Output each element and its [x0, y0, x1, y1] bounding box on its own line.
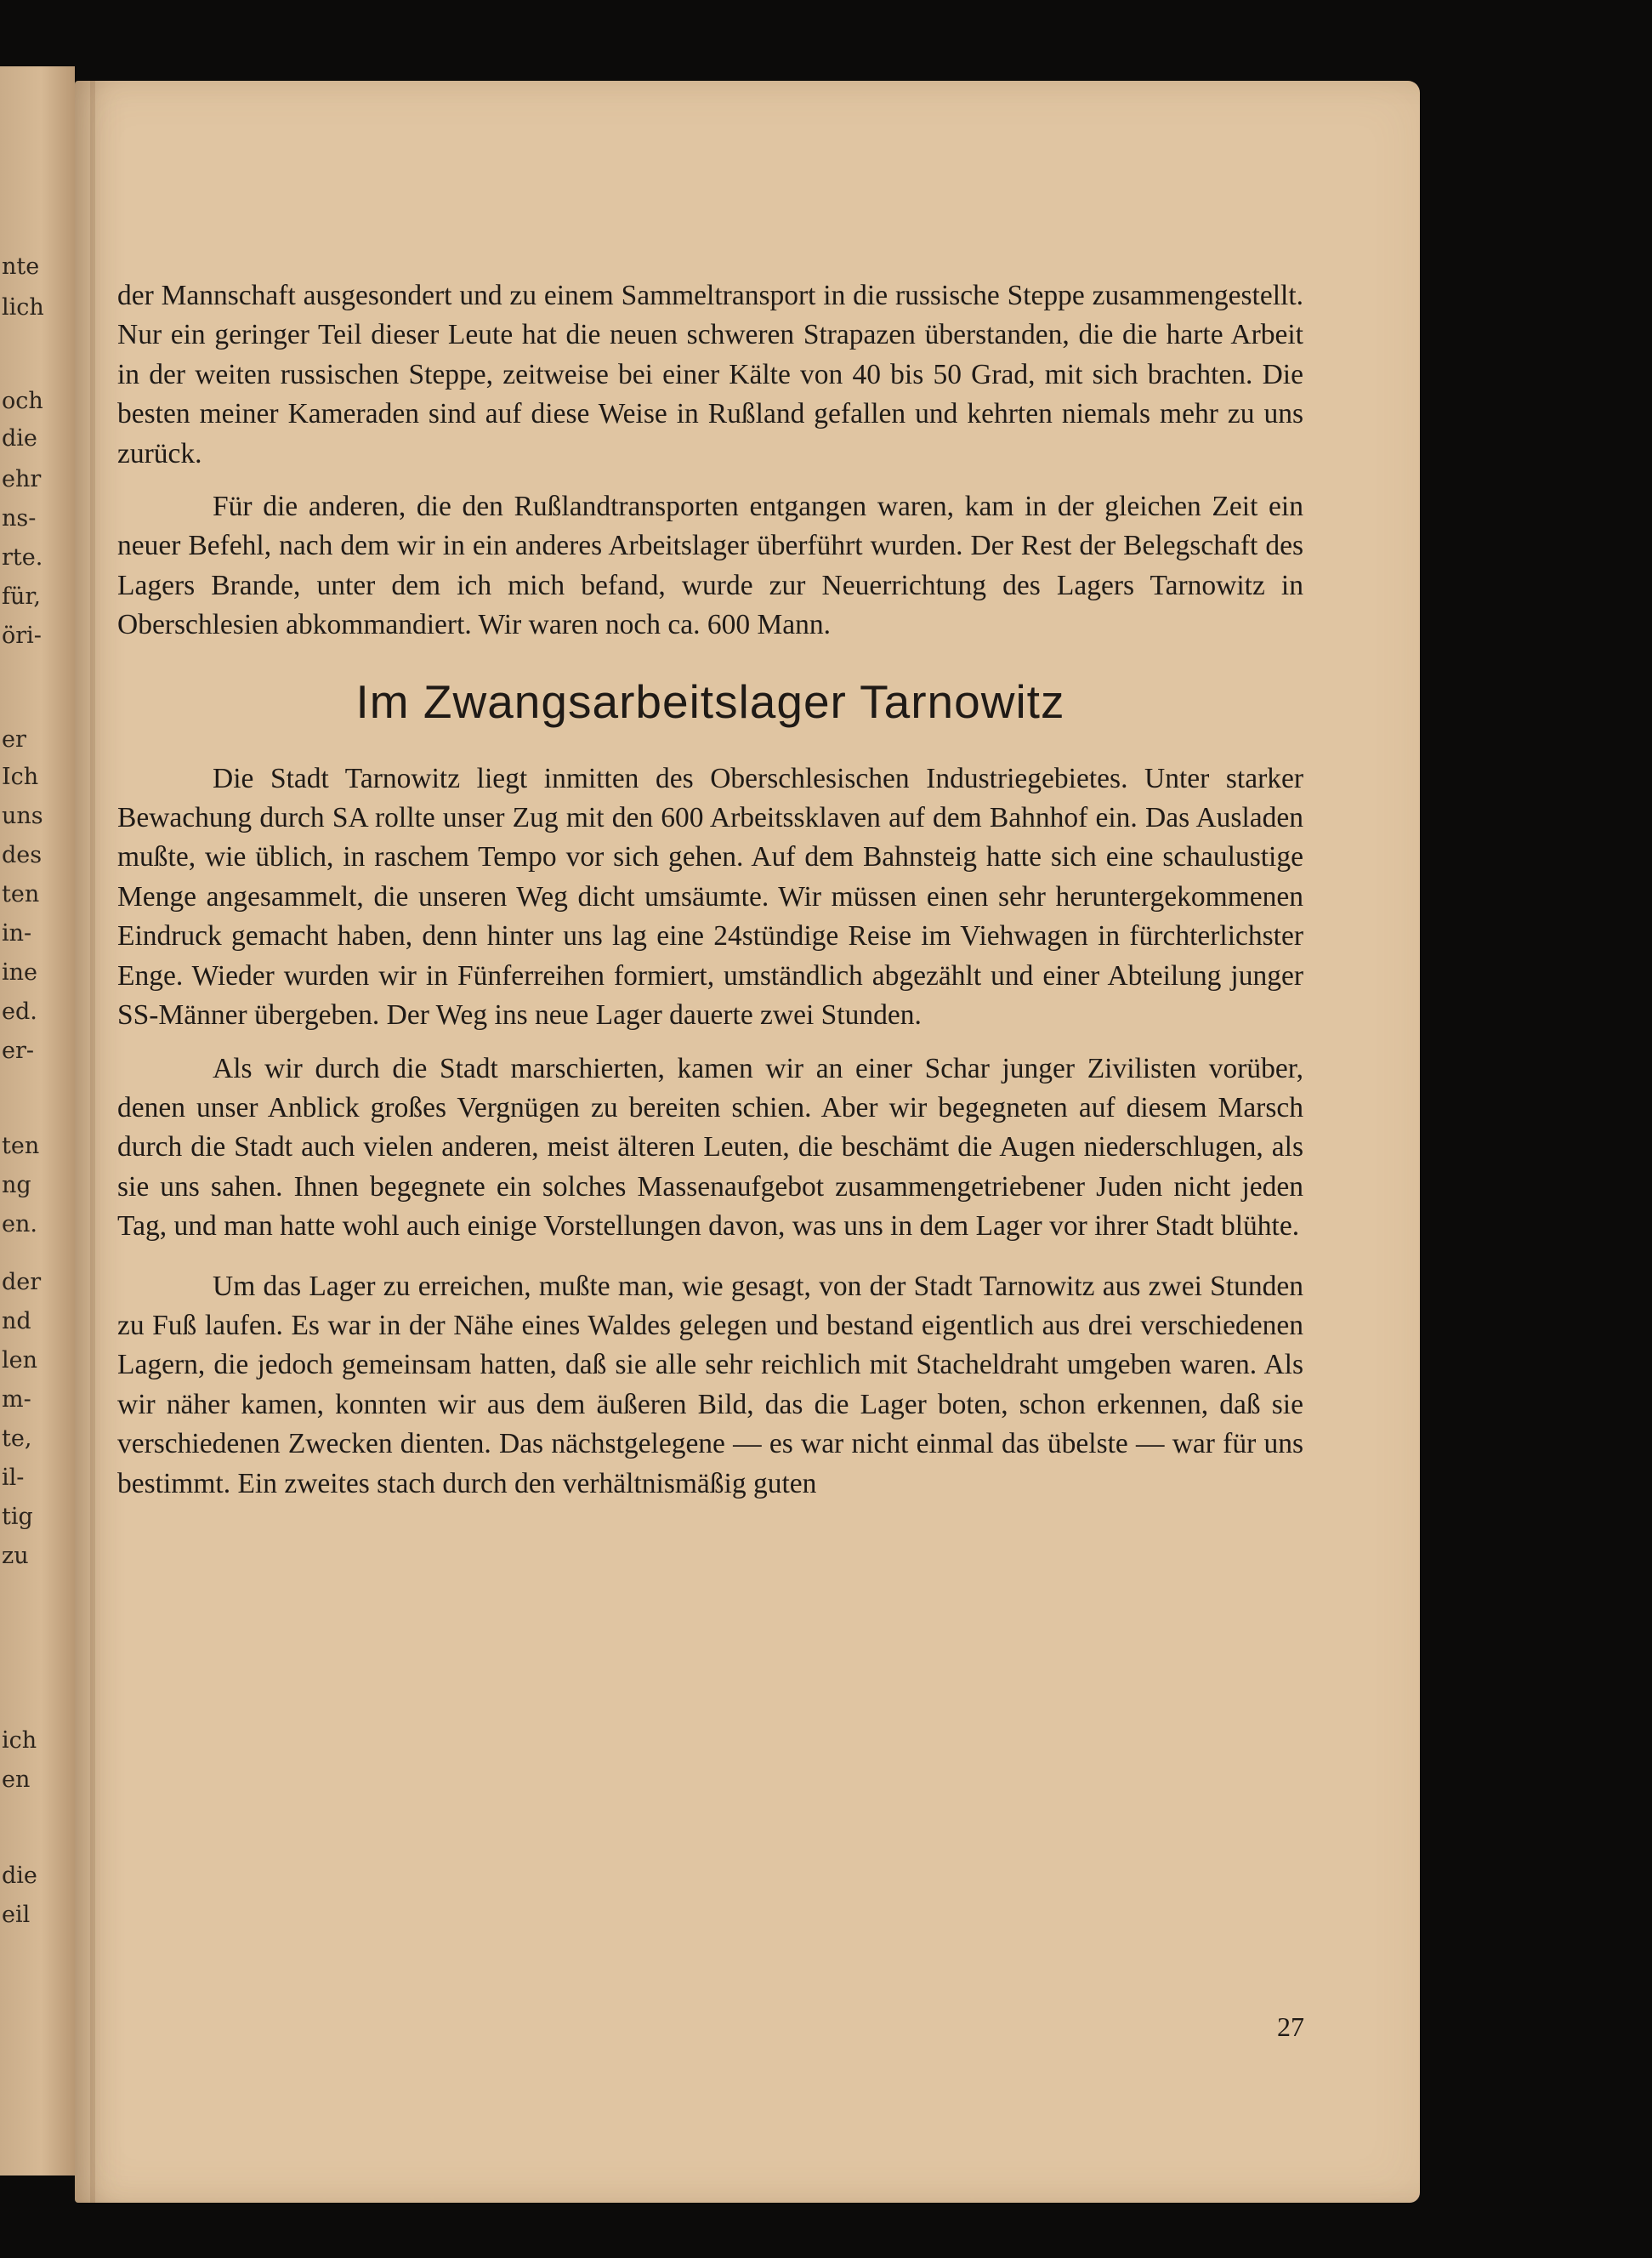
previous-page-fragment: Ich: [2, 764, 39, 790]
previous-page-fragment: ich: [2, 1727, 37, 1754]
previous-page-fragment: len: [2, 1347, 38, 1374]
previous-page-fragment: te,: [2, 1425, 32, 1452]
previous-page-fragment: für,: [2, 583, 41, 610]
previous-page-fragment: die: [2, 425, 37, 452]
previous-page-fragment: des: [2, 842, 43, 868]
previous-page-fragment: il-: [2, 1465, 25, 1491]
paragraph: der Mannschaft ausgesondert und zu einem Sammeltransport in die russische Steppe zusammengestellt. Nur ein geringer Teil dieser Leute hat die neuen schweren Strapazen überstanden, die die harte Arbeit in der weiten russischen Steppe, zeitweise bei einer Kälte von 40 bis 50 Grad, mit sich brachten. Die besten meiner Kameraden sind auf diese Weise in Rußland gefallen und kehrten niemals mehr zu uns zurück.: [117, 280, 1303, 469]
previous-page-fragment: rte.: [2, 544, 43, 571]
previous-page-fragment: nd: [2, 1308, 31, 1334]
previous-page-fragment: zu: [2, 1543, 29, 1569]
previous-page-fragment: uns: [2, 803, 43, 829]
paragraph: Als wir durch die Stadt marschierten, kamen wir an einer Schar junger Zivilisten vorüber, denen unser Anblick großes Vergnügen zu bereiten schien. Aber wir begegneten auf diesem Marsch durch die Stadt auch vielen anderen, meist älteren Leuten, die beschämt die Augen niederschlugen, als sie uns sahen. Ihnen begegnete ein solches Massenaufgebot zusammengetriebener Juden nicht jeden Tag, und man hatte wohl auch einige Vorstellungen davon, was uns in dem Lager vor ihrer Stadt blühte.: [117, 1052, 1303, 1243]
previous-page-fragment: der: [2, 1269, 42, 1295]
previous-page-fragment: ehr: [2, 466, 42, 492]
previous-page-fragment: eil: [2, 1902, 31, 1928]
previous-page-fragment: er-: [2, 1038, 35, 1064]
previous-page-fragment: in-: [2, 920, 32, 947]
previous-page-fragment: m-: [2, 1386, 31, 1413]
previous-page-fragment: tig: [2, 1504, 33, 1530]
previous-page-fragment: ten: [2, 1133, 40, 1159]
previous-page-fragment: die: [2, 1863, 37, 1889]
previous-page-fragment: och: [2, 388, 43, 414]
page-number: 27: [1277, 2011, 1304, 2042]
paragraph: Für die anderen, die den Rußlandtransporten entgangen waren, kam in der gleichen Zeit ein neuer Befehl, nach dem wir in ein anderes Arbeitslager überführt wurden. Der Rest der Belegschaft des Lagers Brande, unter dem ich mich befand, wurde zur Neuerrichtung des Lagers Tarnowitz in Oberschlesien abkommandiert. Wir waren noch ca. 600 Mann.: [117, 491, 1303, 641]
previous-page-fragment: lich: [2, 294, 44, 321]
previous-page-fragment: en: [2, 1766, 31, 1793]
previous-page-fragment: nte: [2, 253, 40, 280]
previous-page-fragment: ed.: [2, 998, 37, 1025]
previous-page-fragment: öri-: [2, 623, 42, 649]
section-heading: Im Zwangsarbeitslager Tarnowitz: [355, 675, 1065, 729]
previous-page-fragment: ns-: [2, 505, 37, 532]
previous-page-fragment: ng: [2, 1172, 31, 1198]
previous-page-fragment: ine: [2, 959, 38, 986]
previous-page-fragment: ten: [2, 881, 40, 907]
previous-page-fragment: er: [2, 726, 26, 753]
page-body: [117, 276, 1303, 1504]
paragraph: Um das Lager zu erreichen, mußte man, wie gesagt, von der Stadt Tarnowitz aus zwei Stunden zu Fuß laufen. Es war in der Nähe eines Waldes gelegen und bestand eigentlich aus drei verschiedenen Lagern, die jedoch gemeinsam hatten, daß sie alle sehr reichlich mit Stacheldraht umgeben waren. Als wir näher kamen, konnten wir aus dem äußeren Bild, das die Lager boten, schon erkennen, daß sie verschiedenen Zwecken dienten. Das nächstgelegene — es war nicht einmal das übelste — war für uns bestimmt. Ein zweites stach durch den verhältnismäßig guten: [117, 1270, 1303, 1499]
book-page: [75, 81, 1420, 2203]
paragraph: Die Stadt Tarnowitz liegt inmitten des Oberschlesischen Industriegebietes. Unter starker Bewachung durch SA rollte unser Zug mit den 600 Arbeitssklaven auf dem Bahnhof ein. Das Ausladen mußte, wie üblich, in raschem Tempo vor sich gehen. Auf dem Bahnsteig hatte sich eine schaulustige Menge angesammelt, die unseren Weg dicht umsäumte. Wir müssen einen sehr heruntergekommenen Eindruck gemacht haben, denn hinter uns lag eine 24stündige Reise im Viehwagen in fürchterlichster Enge. Wieder wurden wir in Fünferreihen formiert, umständlich abgezählt und einer Abteilung junger SS-Männer übergeben. Der Weg ins neue Lager dauerte zwei Stunden.: [117, 762, 1303, 1032]
previous-page-fragment: en.: [2, 1211, 37, 1237]
previous-page-edge: [0, 66, 75, 2176]
